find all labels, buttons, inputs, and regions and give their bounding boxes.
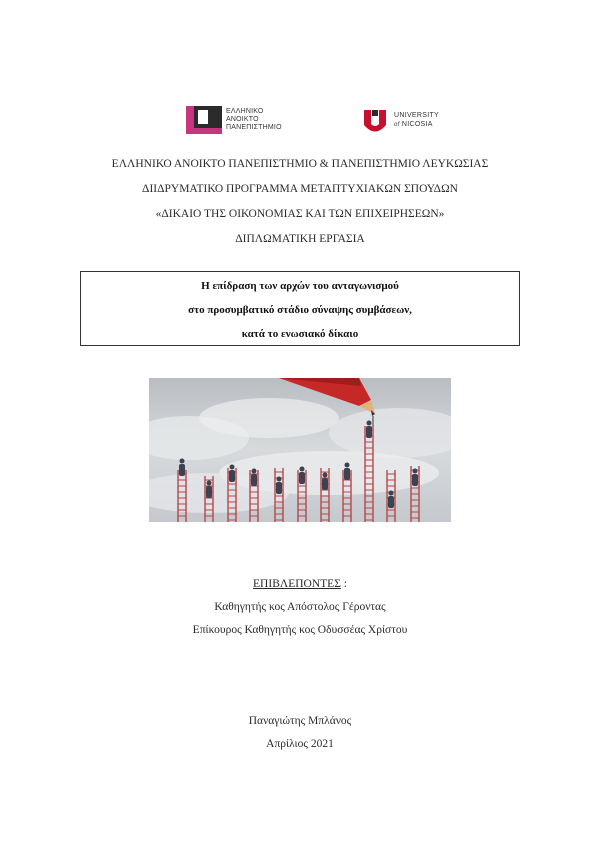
program-heading: ΔΙΙΔΡΥΜΑΤΙΚΟ ΠΡΟΓΡΑΜΜΑ ΜΕΤΑΠΤΥΧΙΑΚΩΝ ΣΠΟΥΔΩΝ — [142, 183, 458, 195]
cover-illustration — [149, 378, 451, 522]
universities-heading: ΕΛΛΗΝΙΚΟ ΑΝΟΙΚΤΟ ΠΑΝΕΠΙΣΤΗΜΙΟ & ΠΑΝΕΠΙΣΤΗΜΙΟ ΛΕΥΚΩΣΙΑΣ — [111, 158, 489, 170]
unic-logo-mark-icon — [362, 108, 388, 134]
supervisors-label: ΕΠΙΒΛΕΠΟΝΤΕΣ — [253, 578, 341, 590]
thesis-title-line-3: κατά το ενωσιακό δίκαιο — [241, 328, 359, 340]
supervisor-second: Επίκουρος Καθηγητής κος Οδυσσέας Χρίστου — [192, 624, 408, 636]
unic-logo-text — [394, 111, 439, 130]
supervisors-heading — [0, 578, 600, 590]
ladders-pencil-illustration — [149, 378, 451, 522]
eap-logo-text — [226, 108, 282, 132]
eap-logo-mark-icon — [186, 106, 222, 134]
supervisors-colon: : — [340, 578, 347, 590]
eap-logo-line-1: ΕΛΛΗΝΙΚΟ — [226, 108, 264, 115]
unic-logo-line-2 — [394, 120, 439, 130]
author-name: Παναγιώτης Μπλάνος — [248, 715, 352, 727]
thesis-title-line-2: στο προσυμβατικό στάδιο σύναψης συμβάσεων, — [188, 304, 412, 316]
eap-logo-line-2: ΑΝΟΙΚΤΟ — [226, 116, 259, 123]
unic-logo — [362, 108, 462, 134]
eap-logo — [186, 106, 296, 136]
supervisor-first: Καθηγητής κος Απόστολος Γέροντας — [214, 601, 386, 613]
unic-logo-of: of — [394, 122, 400, 128]
thesis-title-box — [80, 271, 520, 346]
unic-logo-nicosia: NICOSIA — [401, 121, 433, 128]
submission-date: Απρίλιος 2021 — [266, 738, 334, 750]
thesis-type-heading: ΔΙΠΛΩΜΑΤΙΚΗ ΕΡΓΑΣΙΑ — [235, 233, 365, 245]
unic-logo-line-1: UNIVERSITY — [394, 112, 440, 119]
eap-logo-line-3: ΠΑΝΕΠΙΣΤΗΜΙΟ — [226, 124, 282, 131]
course-heading: «ΔΙΚΑΙΟ ΤΗΣ ΟΙΚΟΝΟΜΙΑΣ ΚΑΙ ΤΩΝ ΕΠΙΧΕΙΡΗΣΕΩΝ» — [155, 208, 445, 220]
thesis-title-line-1: Η επίδραση των αρχών του ανταγωνισμού — [201, 280, 399, 292]
